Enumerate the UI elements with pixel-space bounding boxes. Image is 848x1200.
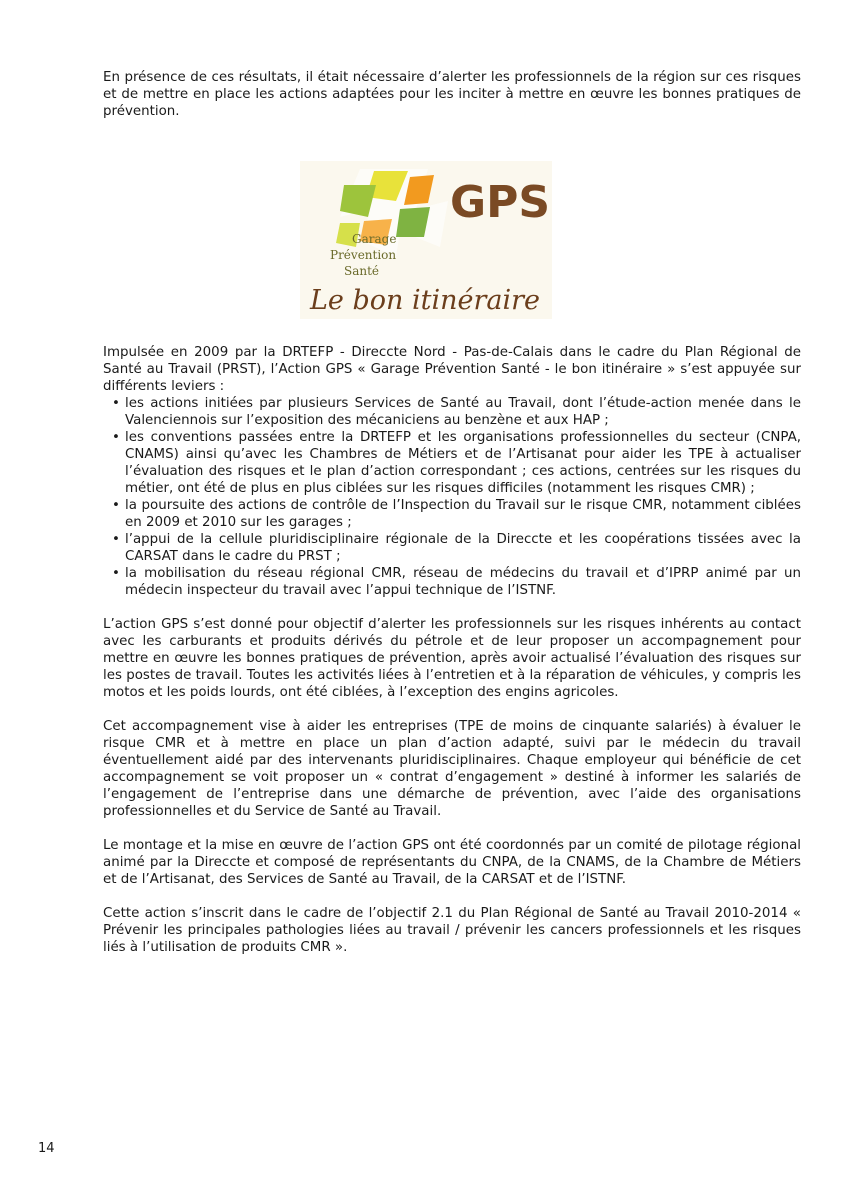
levers-list (103, 395, 801, 599)
list-item: • les actions initiées par plusieurs Services de Santé au Travail, dont l’étude-action menée dans le Valenciennois sur l’exposition des mécaniciens au benzène et aux HAP ; (103, 395, 801, 429)
logo-tile-green-2 (396, 207, 430, 237)
plan-paragraph: Cette action s’inscrit dans le cadre de l’objectif 2.1 du Plan Régional de Santé au Travail 2010-2014 « Prévenir les principales pathologies liées au travail / prévenir les cancers professionnels et les risques liés à l’utilisation de produits CMR ». (103, 906, 801, 955)
intro-section (103, 69, 801, 120)
logo-gps-word: GPS (450, 177, 551, 228)
intro-paragraph: En présence de ces résultats, il était nécessaire d’alerter les professionnels de la région sur ces risques et de mettre en place les actions adaptées pour les inciter à mettre en œuvre les bonnes pratiques de prévention. (103, 70, 801, 119)
objective-paragraph: L’action GPS s’est donné pour objectif d’alerter les professionnels sur les risques inhérents au contact avec les carburants et produits dérivés du pétrole et de leur proposer un accompagnement pour mettre en œuvre les bonnes pratiques de prévention, après avoir actualisé l’évaluation des risques sur les postes de travail. Toutes les activités liées à l’entretien et à la réparation de véhicules, y compris les motos et les poids lourds, ont été ciblées, à l’exception des engins agricoles. (103, 617, 801, 700)
levers-intro: Impulsée en 2009 par la DRTEFP - Direccte Nord - Pas-de-Calais dans le cadre du Plan Régional de Santé au Travail (PRST), l’Action GPS « Garage Prévention Santé - le bon itinéraire » s’est appuyée sur différents leviers : (103, 345, 801, 394)
main-text (103, 344, 801, 956)
gps-logo (300, 161, 552, 319)
steering-paragraph: Le montage et la mise en œuvre de l’action GPS ont été coordonnés par un comité de pilotage régional animé par la Direccte et composé de représentants du CNPA, de la CNAMS, de la Chambre de Métiers et de l’Artisanat, des Services de Santé au Travail, de la CARSAT et de l’ISTNF. (103, 838, 801, 887)
logo-line-prevention: Prévention (330, 248, 397, 262)
list-item: • l’appui de la cellule pluridisciplinaire régionale de la Direccte et les coopérations tissées avec la CARSAT dans le cadre du PRST ; (103, 531, 801, 565)
page-number: 14 (38, 1141, 55, 1156)
support-paragraph: Cet accompagnement vise à aider les entreprises (TPE de moins de cinquante salariés) à évaluer le risque CMR et à mettre en place un plan d’action adapté, suivi par le médecin du travail éventuellement aidé par des intervenants pluridisciplinaires. Chaque employeur qui bénéficie de cet accompagnement se voit proposer un « contrat d’engagement » destiné à informer les salariés de l’engagement de l’entreprise dans une démarche de prévention, avec l’aide des organisations professionnelles et du Service de Santé au Travail. (103, 719, 801, 819)
list-item: • la mobilisation du réseau régional CMR, réseau de médecins du travail et d’IPRP animé par un médecin inspecteur du travail avec l’appui technique de l’ISTNF. (103, 565, 801, 599)
list-item: • les conventions passées entre la DRTEFP et les organisations professionnelles du secteur (CNPA, CNAMS) ainsi qu’avec les Chambres de Métiers et de l’Artisanat pour aider les TPE à actualiser l’évaluation des risques et le plan d’action correspondant ; ces actions, centrées sur les risques du métier, ont été de plus en plus ciblées sur les risques difficiles (notamment les risques CMR) ; (103, 429, 801, 497)
list-item: • la poursuite des actions de contrôle de l’Inspection du Travail sur le risque CMR, notamment ciblées en 2009 et 2010 sur les garages ; (103, 497, 801, 531)
logo-line-garage: Garage (352, 232, 397, 246)
logo-tagline: Le bon itinéraire (310, 285, 541, 316)
logo-line-sante: Santé (344, 264, 380, 278)
